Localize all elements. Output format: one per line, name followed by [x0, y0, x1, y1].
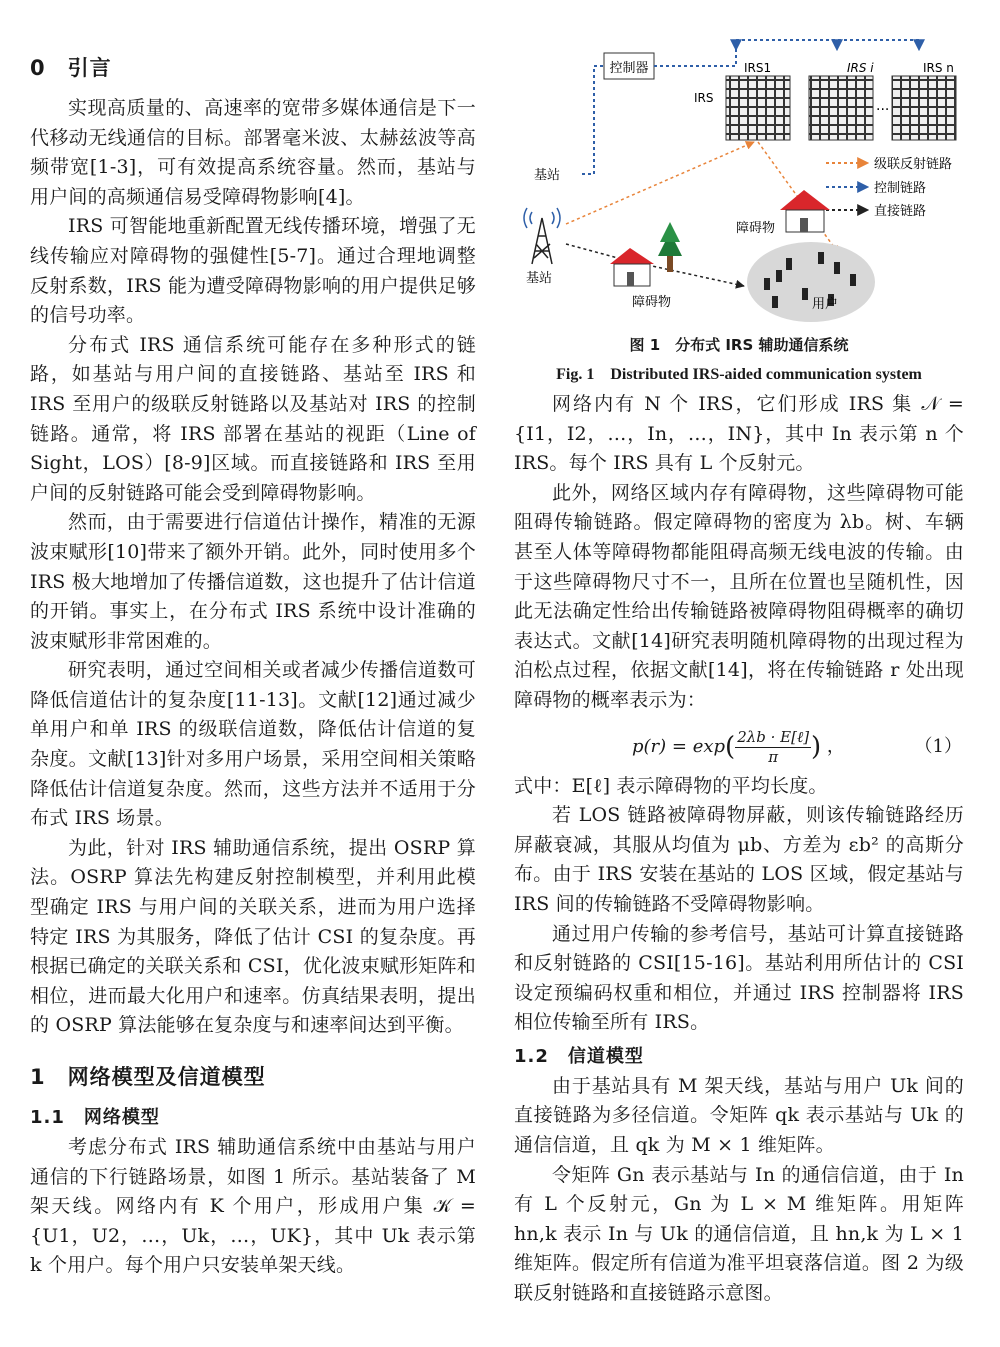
irsi-label: IRS i [847, 61, 874, 75]
obstacle-label-2: 障碍物 [736, 221, 776, 236]
legend-cascade: 级联反射链路 [874, 157, 953, 172]
figure-caption-zh: 图 1 分布式 IRS 辅助通信系统 [629, 336, 849, 354]
left-column [30, 40, 476, 1281]
equation-number: （1） [914, 735, 962, 757]
irs1-label: IRS1 [744, 61, 772, 75]
legend-direct: 直接链路 [874, 204, 927, 219]
paragraph: 网络内有 N 个 IRS，它们形成 IRS 集 𝒩 = {I1，I2，…，In，…，IN}，其中 In 表示第 n 个 IRS。每个 IRS 具有 L 个反射元。 [514, 393, 964, 475]
obstacle-house-icon [610, 248, 654, 286]
controller-box [604, 53, 654, 79]
paragraph: 考虑分布式 IRS 辅助通信系统中由基站与用户通信的下行链路场景，如图 1 所示。基站装备了 M 架天线。网络内有 K 个用户，形成用户集 𝒦 = {U1，U2，…，Uk，…，UK}，其中 Uk 表示第 k 个用户。每个用户只安装单架天线。 [30, 1136, 476, 1277]
bs-bottom-label: 基站 [526, 271, 553, 286]
paragraph: IRS 可智能地重新配置无线传播环境，增强了无线传输应对障碍物的强健性[5-7]。通过合理地调整反射系数，IRS 能为遭受障碍物影响的用户提供足够的信号功率。 [30, 215, 476, 327]
eq-lhs: p(r) = exp [632, 735, 726, 757]
irsi-panel [809, 76, 873, 140]
irs-group-label: IRS [694, 91, 714, 105]
irsn-panel [892, 76, 956, 140]
legend [826, 157, 952, 219]
section-1-2-title: 1.2 信道模型 [514, 1045, 644, 1067]
irs-ellipsis: ··· [876, 102, 890, 118]
section-1-1-title: 1.1 网络模型 [30, 1107, 160, 1128]
paragraph: 通过用户传输的参考信号，基站可计算直接链路和反射链路的 CSI[15-16]。基站利用所估计的 CSI 设定预编码权重和相位，并通过 IRS 控制器将 IRS 相位传输至所有 IRS。 [514, 922, 964, 1034]
irs1-panel [726, 76, 790, 140]
obstacle-label-1: 障碍物 [632, 295, 672, 310]
obstacle-house-icon [780, 190, 830, 232]
network-diagram [514, 26, 964, 326]
direct-link [566, 244, 744, 286]
users-label: 用户 [812, 297, 839, 312]
tree-icon [658, 222, 682, 272]
paragraph: 为此，针对 IRS 辅助通信系统，提出 OSRP 算法。OSRP 算法先构建反射控制模型，并利用此模型确定 IRS 与用户间的关联关系，进而为用户选择特定 IRS 为其服务，降低了估计 CSI 的复杂度。再根据已确定的关联关系和 CSI，优化波束赋形矩阵和相位，进而最大化用户和速率。仿真结果表明，提出的 OSRP 算法能够在复杂度与和速率间达到平衡。 [30, 836, 476, 1037]
base-station-tower-icon [524, 208, 560, 264]
paragraph: 令矩阵 Gn 表示基站与 In 的通信信道，由于 In 有 L 个反射元，Gn 为 L × M 维矩阵。用矩阵 hn,k 表示 In 与 Uk 的通信信道，且 hn,k 为 L × 1 维矩阵。假定所有信道为准平坦衰落信道。图 2 为级联反射链路和直接链路示意图。 [514, 1163, 964, 1305]
paragraph: 由于基站具有 M 架天线，基站与用户 Uk 间的直接链路为多径信道。令矩阵 qk 表示基站与 Uk 的通信信道，且 qk 为 M × 1 维矩阵。 [514, 1074, 964, 1157]
eq-tail: ， [821, 735, 845, 757]
eq-fraction [735, 728, 811, 766]
paragraph: 若 LOS 链路被障碍物屏蔽，则该传输链路经历屏蔽衰减，其服从均值为 μb、方差为 εb² 的高斯分布。由于 IRS 安装在基站的 LOS 区域，假定基站与 IRS 间的传输链路不受障碍物影响。 [514, 804, 964, 915]
bs-top-label: 基站 [534, 168, 561, 183]
equation-1: p(r) = exp( $\frac{\text{2λb · E[ℓ]}}{\pi}$ ) ， （1） [632, 727, 962, 766]
controller-label: 控制器 [609, 61, 649, 76]
paragraph: 然而，由于需要进行信道估计操作，精准的无源波束赋形[10]带来了额外开销。此外，同时使用多个 IRS 极大地增加了传播信道数，这也提升了估计信道的开销。事实上，在分布式 IRS 系统中设计准确的波束赋形非常困难的。 [30, 511, 476, 652]
figure-caption-en: Fig. 1 Distributed IRS-aided communication system [556, 366, 922, 383]
right-column [514, 26, 964, 1309]
eq-numerator: 2λb · E[ℓ] [737, 727, 810, 746]
irsn-label: IRS n [923, 61, 954, 75]
paragraph: 研究表明，通过空间相关或者减少传播信道数可降低信道估计的复杂度[11-13]。文献[12]通过减少单用户和单 IRS 的级联信道数，降低估计信道的复杂度。文献[13]针对多用户场景，采用空间相关策略降低估计信道复杂度。然而，这些方法并不适用于分布式 IRS 场景。 [30, 659, 476, 830]
legend-control: 控制链路 [874, 181, 927, 196]
paragraph: 式中：E[ℓ] 表示障碍物的平均长度。 [514, 774, 828, 797]
figure-1 [514, 26, 964, 326]
paragraph: 此外，网络区域内存有障碍物，这些障碍物可能阻碍传输链路。假定障碍物的密度为 λb。树、车辆甚至人体等障碍物都能阻碍高频无线电波的传输。由于这些障碍物尺寸不一，且所在位置也呈随机性，因此无法确定性给出传输链路被障碍物阻碍概率的确切表达式。文献[14]研究表明随机障碍物的出现过程为泊松点过程，依据文献[14]，将在传输链路 r 处出现障碍物的概率表示为： [514, 481, 964, 711]
section-1-title: 1 网络模型及信道模型 [30, 1065, 266, 1089]
paragraph: 实现高质量的、高速率的宽带多媒体通信是下一代移动无线通信的目标。部署毫米波、太赫兹波等高频带宽[1-3]，可有效提高系统容量。然而，基站与用户间的高频通信易受障碍物影响[4]。 [30, 97, 476, 208]
section-0-title: 0 引言 [30, 56, 112, 80]
eq-denominator: π [768, 747, 779, 766]
paragraph: 分布式 IRS 通信系统可能存在多种形式的链路，如基站与用户间的直接链路、基站至 IRS 和 IRS 至用户的级联反射链路以及基站对 IRS 的控制链路。通常，将 IRS 部署在基站的视距（Line of Sight，LOS）[8-9]区域。而直接链路和 IRS 至用户间的反射链路可能会受到障碍物影响。 [30, 333, 476, 504]
